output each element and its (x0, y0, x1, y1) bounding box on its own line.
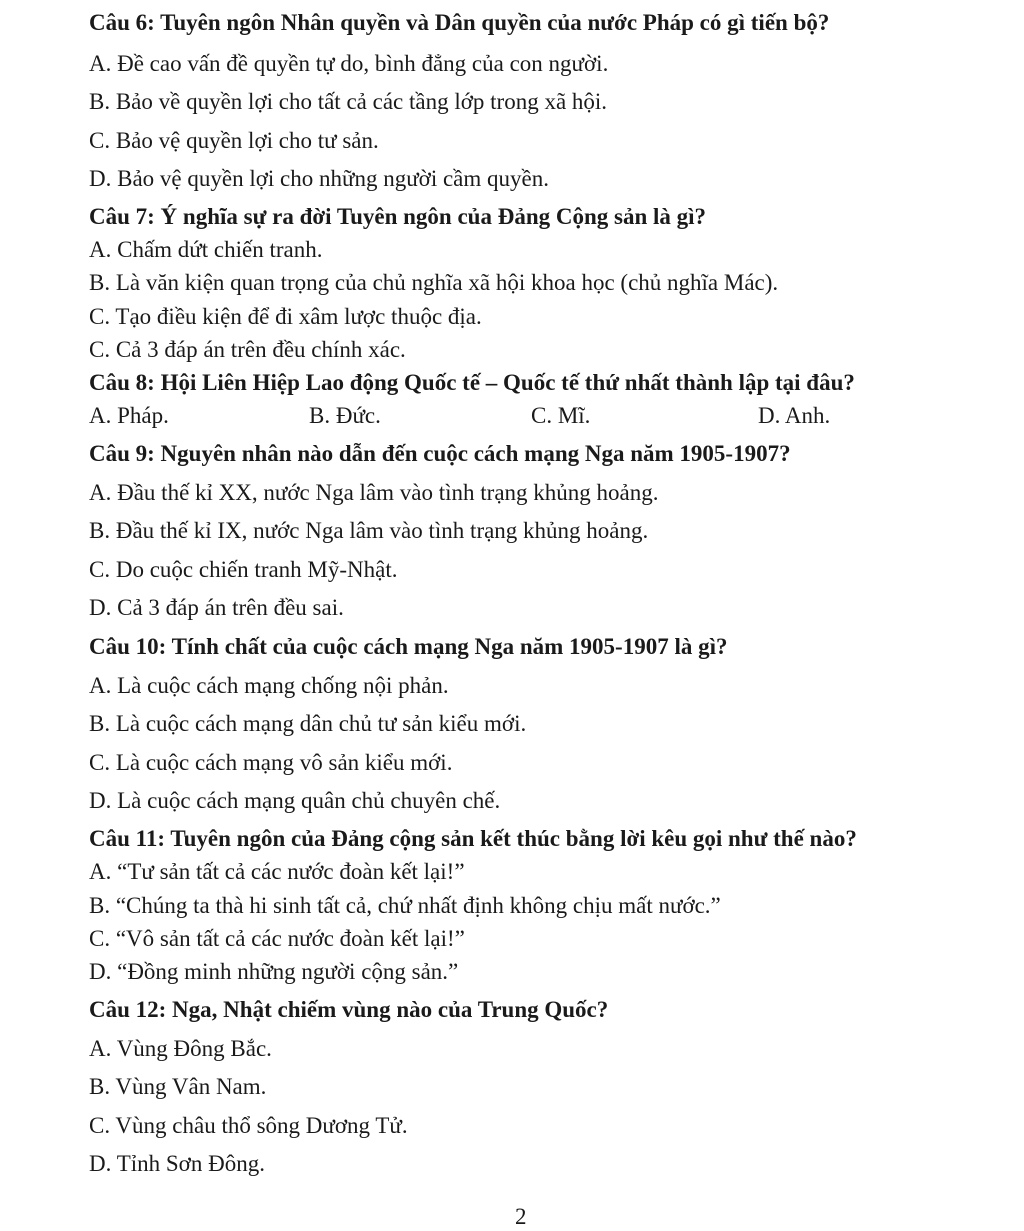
question-6-option-a: A. Đề cao vấn đề quyền tự do, bình đẳng của con người. (89, 51, 609, 76)
question-7-option-a: A. Chấm dứt chiến tranh. (89, 237, 323, 262)
question-8-title-rest: : Hội Liên Hiệp Lao động Quốc tế – Quốc tế thứ nhất thành lập tại đâu? (147, 370, 855, 395)
question-10-option-c: C. Là cuộc cách mạng vô sản kiểu mới. (89, 750, 453, 775)
question-8-option-b: B. Đức. (309, 403, 381, 428)
question-6-option-b: B. Bảo về quyền lợi cho tất cả các tầng lớp trong xã hội. (89, 89, 608, 114)
question-11-option-a: A. “Tư sản tất cả các nước đoàn kết lại!” (89, 859, 465, 884)
question-6-option-c: C. Bảo vệ quyền lợi cho tư sản. (89, 128, 379, 153)
question-8-option-a: A. Pháp. (89, 403, 169, 428)
question-10-title: Câu 10: Tính chất của cuộc cách mạng Nga năm 1905-1907 là gì? (89, 634, 728, 659)
question-11-option-d: D. “Đồng minh những người cộng sản.” (89, 959, 459, 984)
question-10-option-a: A. Là cuộc cách mạng chống nội phản. (89, 673, 449, 698)
question-9-option-c: C. Do cuộc chiến tranh Mỹ-Nhật. (89, 557, 398, 582)
question-9-option-d: D. Cả 3 đáp án trên đều sai. (89, 595, 344, 620)
question-9-option-b: B. Đầu thế kỉ IX, nước Nga lâm vào tình trạng khủng hoảng. (89, 518, 649, 543)
question-11-title: Câu 11: Tuyên ngôn của Đảng cộng sản kết thúc bằng lời kêu gọi như thế nào? (89, 826, 857, 851)
question-8-option-c: C. Mĩ. (531, 403, 591, 428)
question-9-title: Câu 9: Nguyên nhân nào dẫn đến cuộc cách mạng Nga năm 1905-1907? (89, 441, 791, 466)
question-12-option-a: A. Vùng Đông Bắc. (89, 1036, 272, 1061)
question-11-option-c: C. “Vô sản tất cả các nước đoàn kết lại!” (89, 926, 465, 951)
page-number: 2 (515, 1204, 527, 1229)
question-12-option-c: C. Vùng châu thổ sông Dương Tử. (89, 1113, 408, 1138)
question-8-options-row (89, 402, 949, 430)
question-10-option-b: B. Là cuộc cách mạng dân chủ tư sản kiểu mới. (89, 711, 527, 736)
question-8-option-d: D. Anh. (758, 403, 831, 428)
question-11-option-b: B. “Chúng ta thà hi sinh tất cả, chứ nhất định không chịu mất nước.” (89, 893, 721, 918)
question-7-option-b: B. Là văn kiện quan trọng của chủ nghĩa xã hội khoa học (chủ nghĩa Mác). (89, 270, 779, 295)
question-8-title-prefix: Câu 8 (89, 370, 148, 395)
question-7-option-d: C. Cả 3 đáp án trên đều chính xác. (89, 337, 406, 362)
question-10-option-d: D. Là cuộc cách mạng quân chủ chuyên chế. (89, 788, 501, 813)
question-12-title: Câu 12: Nga, Nhật chiếm vùng nào của Trung Quốc? (89, 997, 609, 1022)
question-9-option-a: A. Đầu thế kỉ XX, nước Nga lâm vào tình trạng khủng hoảng. (89, 480, 659, 505)
question-8-title (89, 369, 855, 397)
question-6-option-d: D. Bảo vệ quyền lợi cho những người cầm quyền. (89, 166, 549, 191)
question-6-title: Câu 6: Tuyên ngôn Nhân quyền và Dân quyền của nước Pháp có gì tiến bộ? (89, 10, 830, 35)
question-12-option-b: B. Vùng Vân Nam. (89, 1074, 267, 1099)
question-7-option-c: C. Tạo điều kiện để đi xâm lược thuộc địa. (89, 304, 482, 329)
question-12-option-d: D. Tỉnh Sơn Đông. (89, 1151, 265, 1176)
question-7-title: Câu 7: Ý nghĩa sự ra đời Tuyên ngôn của Đảng Cộng sản là gì? (89, 204, 707, 229)
